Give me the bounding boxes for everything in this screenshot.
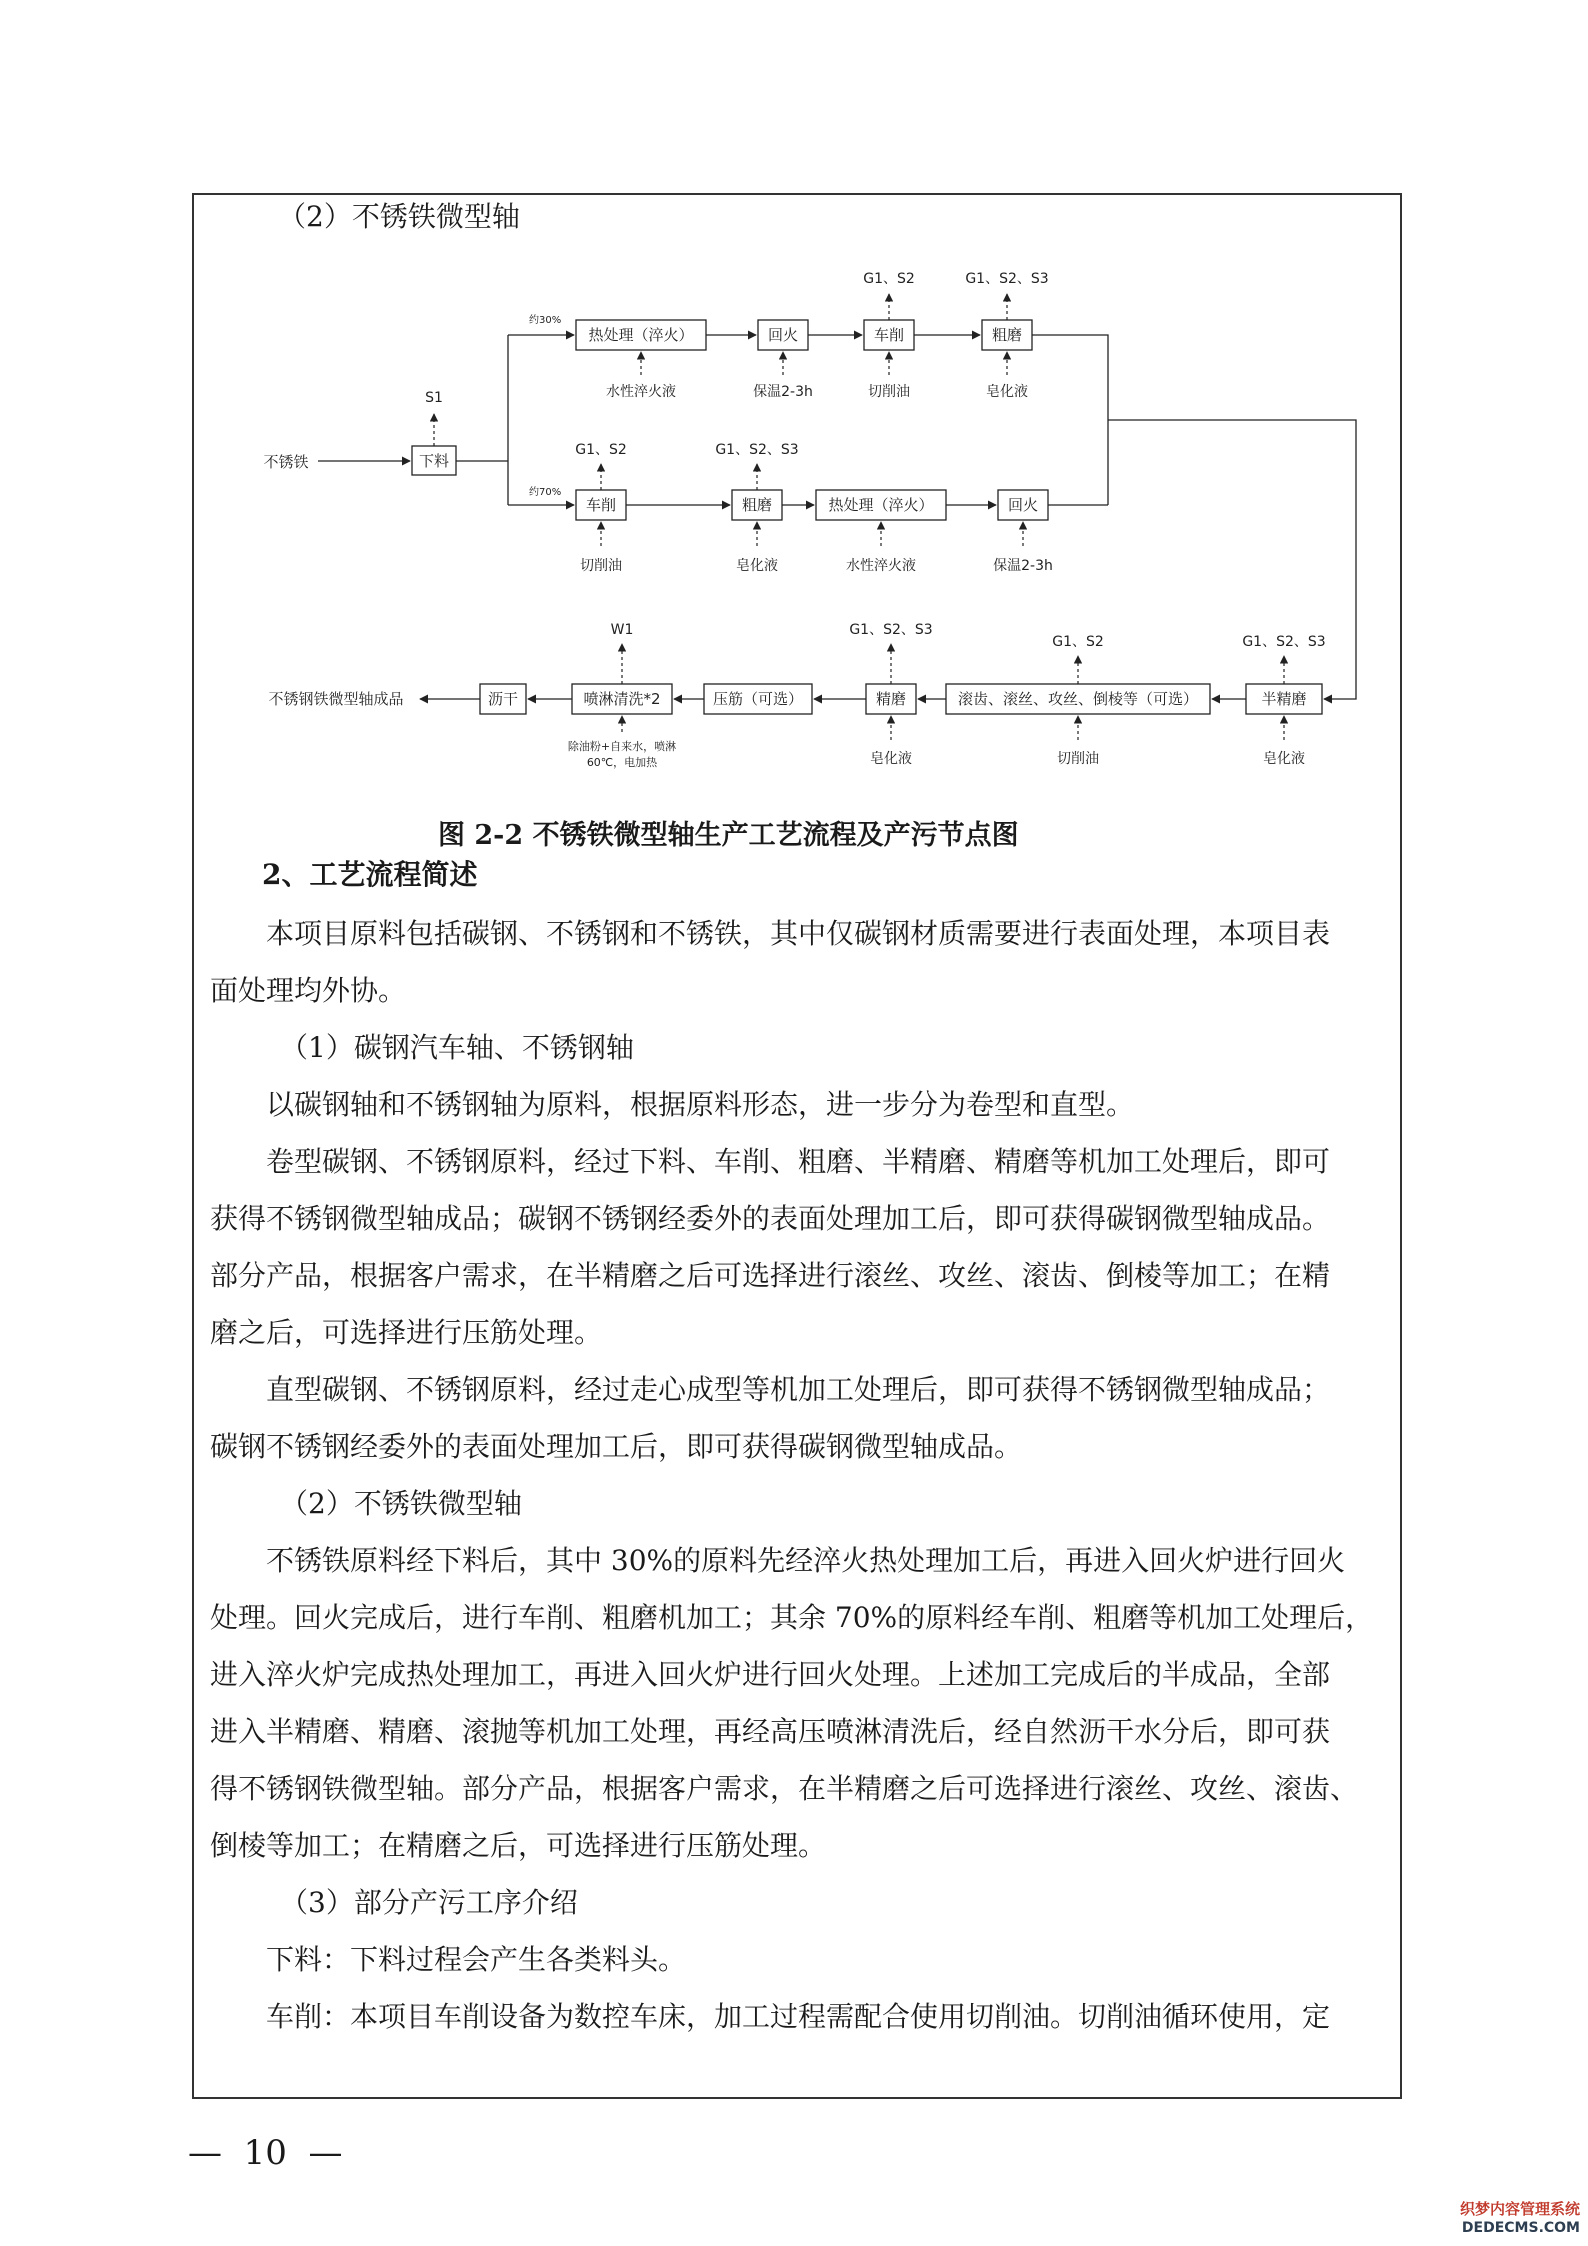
row3-semi-output: G1、S2、S3 (1242, 634, 1326, 650)
row3-roll-input: 切削油 (1057, 751, 1099, 767)
row3-roll-output: G1、S2 (1052, 634, 1104, 650)
text-line: 进入淬火炉完成热处理加工，再进入回火炉进行回火处理。上述加工完成后的半成品，全部 (210, 1658, 1331, 1691)
row1-temper-label: 回火 (767, 326, 799, 344)
paragraph-2 (210, 1076, 1390, 1133)
row1-quench-label: 热处理（淬火） (588, 326, 694, 344)
text-line: 碳钢不锈钢经委外的表面处理加工后，即可获得碳钢微型轴成品。 (210, 1430, 1023, 1463)
row1-temper-input: 保温2-3h (753, 384, 813, 400)
row2-temper-label: 回火 (1007, 496, 1039, 514)
body-text (210, 905, 1390, 2045)
text-line: 磨之后，可选择进行压筋处理。 (210, 1316, 603, 1349)
text-line: （2）不锈铁微型轴 (280, 1487, 522, 1520)
text-line: 进入半精磨、精磨、滚抛等机加工处理，再经高压喷淋清洗后，经自然沥干水分后，即可获 (210, 1715, 1331, 1748)
row2-grind-output: G1、S2、S3 (715, 442, 799, 458)
text-line: 不锈铁原料经下料后，其中 30%的原料先经淬火热处理加工后，再进入回火炉进行回火 (266, 1544, 1346, 1577)
row3-fine-input: 皂化液 (870, 751, 912, 767)
row3-fine-output: G1、S2、S3 (849, 622, 933, 638)
row3-spray-output: W1 (610, 622, 634, 638)
row3-semi-label: 半精磨 (1261, 690, 1307, 708)
row2-turn-input: 切削油 (580, 558, 622, 574)
paragraph-3 (210, 1133, 1390, 1361)
text-line: 倒棱等加工；在精磨之后，可选择进行压筋处理。 (210, 1829, 827, 1862)
row2-turn-output: G1、S2 (575, 442, 627, 458)
row1-turn-input: 切削油 (868, 384, 910, 400)
text-line: 部分产品，根据客户需求，在半精磨之后可选择进行滚丝、攻丝、滚齿、倒棱等加工；在精 (210, 1259, 1331, 1292)
subheading-2 (210, 1475, 1390, 1532)
row3-drain-label: 沥干 (487, 690, 519, 708)
raw-material-label: 不锈铁 (263, 453, 309, 471)
watermark-logo (1460, 2200, 1580, 2238)
row3-spray-label: 喷淋清洗*2 (583, 690, 661, 708)
row1-grind-input: 皂化液 (986, 384, 1028, 400)
paragraph-4 (210, 1361, 1390, 1475)
subheading-3 (210, 1874, 1390, 1931)
paragraph-7 (210, 1988, 1390, 2045)
process-flow-diagram (196, 250, 1396, 810)
text-line: 获得不锈钢微型轴成品；碳钢不锈钢经委外的表面处理加工后，即可获得碳钢微型轴成品。 (210, 1202, 1331, 1235)
text-line: 得不锈钢铁微型轴。部分产品，根据客户需求，在半精磨之后可选择进行滚丝、攻丝、滚齿、 (210, 1772, 1359, 1805)
row2-quench-label: 热处理（淬火） (828, 496, 934, 514)
text-line: （3）部分产污工序介绍 (280, 1886, 578, 1919)
s1-label: S1 (425, 390, 443, 406)
row1-turn-label: 车削 (873, 326, 905, 344)
text-line: 以碳钢轴和不锈钢轴为原料，根据原料形态，进一步分为卷型和直型。 (266, 1088, 1135, 1121)
row3-semi-input: 皂化液 (1263, 751, 1305, 767)
watermark-line-2: DEDECMS.COM (1461, 2220, 1580, 2236)
row1-turn-output: G1、S2 (863, 271, 915, 287)
cut-label: 下料 (418, 452, 450, 470)
lower-percent: 约70% (529, 487, 562, 498)
text-line: 卷型碳钢、不锈钢原料，经过下料、车削、粗磨、半精磨、精磨等机加工处理后，即可 (266, 1145, 1331, 1178)
row1-grind-output: G1、S2、S3 (965, 271, 1049, 287)
row3-press-label: 压筋（可选） (712, 690, 804, 708)
row2-turn-label: 车削 (585, 496, 617, 514)
row3-fine-label: 精磨 (875, 690, 907, 708)
text-line: （1）碳钢汽车轴、不锈钢轴 (280, 1031, 634, 1064)
paragraph-1 (210, 905, 1390, 1019)
row3-roll-label: 滚齿、滚丝、攻丝、倒棱等（可选） (957, 690, 1199, 708)
paragraph-5 (210, 1532, 1390, 1874)
row1-merge-line (1032, 335, 1108, 505)
page-number: — 10 — (188, 2133, 343, 2173)
text-line: 车削：本项目车削设备为数控车床，加工过程需配合使用切削油。切削油循环使用，定 (266, 2000, 1331, 2033)
row2-temper-input: 保温2-3h (993, 558, 1053, 574)
row1-quench-input: 水性淬火液 (606, 384, 676, 400)
subheading-1 (210, 1019, 1390, 1076)
paragraph-6 (210, 1931, 1390, 1988)
row3-spray-input-2: 60℃，电加热 (586, 756, 658, 769)
row1-grind-label: 粗磨 (991, 326, 1023, 344)
text-line: 面处理均外协。 (210, 974, 407, 1007)
text-line: 下料：下料过程会产生各类料头。 (266, 1943, 687, 1976)
row2-quench-input: 水性淬火液 (846, 558, 916, 574)
row2-grind-input: 皂化液 (736, 558, 778, 574)
section-heading: （2）不锈铁微型轴 (278, 200, 520, 233)
text-line: 处理。回火完成后，进行车削、粗磨机加工；其余 70%的原料经车削、粗磨等机加工处理后， (210, 1601, 1374, 1634)
upper-percent: 约30% (529, 315, 562, 326)
section-2-heading: 2、工艺流程简述 (262, 858, 478, 891)
watermark-line-1: 织梦内容管理系统 (1459, 2200, 1580, 2218)
text-line: 直型碳钢、不锈钢原料，经过走心成型等机加工处理后，即可获得不锈钢微型轴成品； (266, 1373, 1331, 1406)
row3-product-label: 不锈钢铁微型轴成品 (268, 690, 404, 708)
connector-to-row3 (1108, 420, 1356, 699)
figure-caption: 图 2-2 不锈铁微型轴生产工艺流程及产污节点图 (438, 820, 1019, 851)
text-line: 本项目原料包括碳钢、不锈钢和不锈铁，其中仅碳钢材质需要进行表面处理，本项目表 (266, 917, 1331, 950)
row3-spray-input-1: 除油粉+自来水，喷淋 (567, 740, 677, 753)
row2-grind-label: 粗磨 (741, 496, 773, 514)
